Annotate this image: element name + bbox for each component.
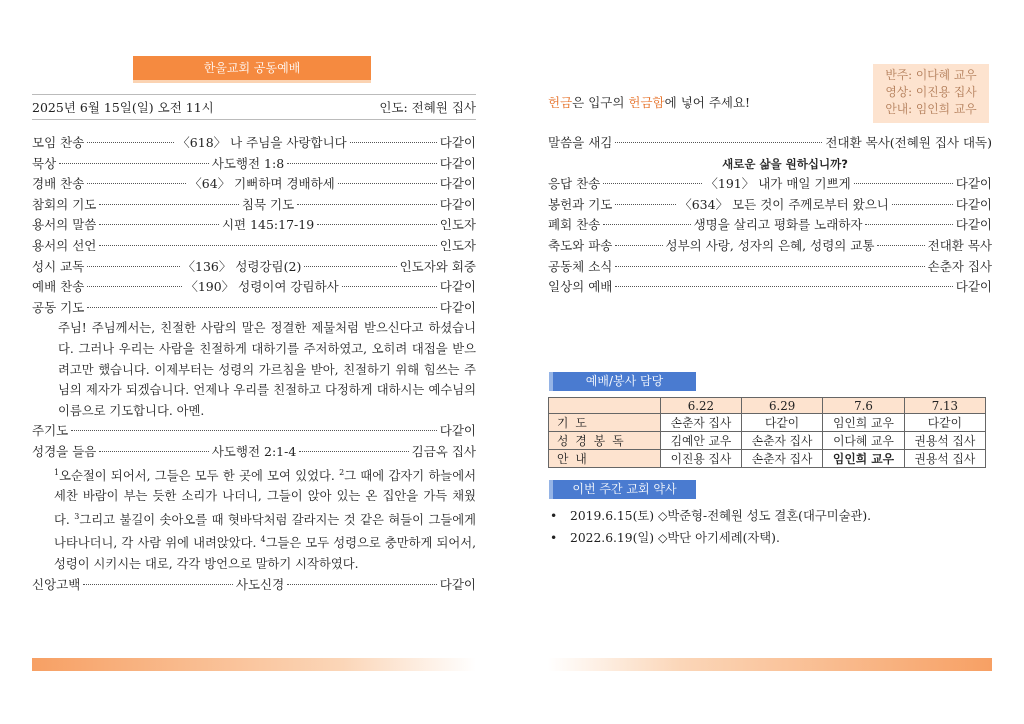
service-date: 2025년 6월 15일(일) 오전 11시 [32, 100, 214, 115]
duty-cell: 이진용 집사 [660, 450, 741, 468]
sermon-item: 말씀을 새김 전대환 목사(전혜원 집사 대독) [548, 135, 992, 150]
duty-cell: 손춘자 집사 [742, 450, 823, 468]
duty-cell: 다같이 [742, 414, 823, 432]
order-item: 예배 찬송 〈190〉 성령이여 강림하사 다같이 [32, 279, 477, 295]
duty-row [549, 450, 986, 468]
order-item: 용서의 말씀 시편 145:17-19 인도자 [32, 217, 477, 233]
duty-row [549, 414, 986, 432]
duty-cell: 권용석 집사 [904, 450, 985, 468]
creed-item: 신앙고백 사도신경 다같이 [32, 576, 477, 592]
duty-cell: 손춘자 집사 [660, 414, 741, 432]
order-item: 묵상 사도행전 1:8 다같이 [32, 155, 477, 171]
duty-section-title: 예배/봉사 담당 [549, 372, 696, 391]
order-of-worship-right [548, 133, 992, 298]
order-item: 축도와 파송 성부의 사랑, 성자의 은혜, 성령의 교통 전대환 목사 [548, 237, 993, 253]
order-item: 참회의 기도 침묵 기도 다같이 [32, 196, 476, 212]
duty-cell: 이다혜 교우 [823, 432, 905, 450]
duty-date: 6.22 [660, 398, 741, 414]
order-item: 응답 찬송 〈191〉 내가 매일 기쁘게 다같이 [548, 176, 993, 192]
service-header [32, 94, 476, 120]
news-item: • 2019.6.15(토) ◇박준형-전혜원 성도 결혼(대구미술관). [548, 505, 871, 527]
role-video: 영상: 이진용 집사 [885, 85, 977, 99]
news-section-title: 이번 주간 교회 약사 [549, 480, 696, 499]
duty-cell: 김예안 교우 [660, 432, 741, 450]
order-item: 일상의 예배 다같이 [548, 279, 992, 295]
order-item: 폐회 찬송 생명을 살리고 평화를 노래하자 다같이 [548, 217, 993, 233]
service-leader: 인도: 전혜원 집사 [379, 100, 476, 115]
order-item: 모임 찬송 〈618〉 나 주님을 사랑합니다 다같이 [32, 135, 477, 150]
duty-date: 7.13 [904, 398, 985, 414]
duty-role: 안내 [549, 450, 661, 468]
scripture-text: $^1$오순절이 되어서, 그들은 모두 한 곳에 모여 있었다. $^2$그 때에 갑자기 하늘에서 세찬 바람이 부는 듯한 소리가 나더니, 그들이 앉아 있는 온 집안을 가득 채웠다. $^3$그리고 불길이 솟아오를 때 혓바닥처럼 갈라지는 것 같은 혀들이 그들에게 나타나더니, 각 사람 위에 내려앉았다. $^4$그들은 모두 성령으로 충만하게 되어서, 성령이 시키시는 대로, 각각 방언으로 말하기 시작하였다. [54, 467, 476, 572]
offering-notice: 헌금은 입구의 헌금함에 넣어 주세요! [548, 95, 751, 110]
order-item: 공동체 소식 손춘자 집사 [548, 258, 992, 274]
order-of-worship-left [32, 133, 476, 595]
footer-bar-left [32, 658, 476, 671]
role-usher: 안내: 임인희 교우 [885, 102, 977, 116]
lords-prayer-item: 주기도 다같이 [32, 423, 476, 439]
news-item: • 2022.6.19(일) ◇박단 아기세례(자택). [548, 527, 871, 549]
common-prayer-text: 주님! 주님께서는, 친절한 사람의 말은 정결한 제물처럼 받으신다고 하셨습니다. 그러나 우리는 사람을 친절하게 대하기를 주저하였고, 오히려 대접을 받으려고만 했습니다. 이제부터는 성령의 가르침을 받아, 친절하기 위해 힘쓰는 주님의 제자가 되겠습니다. 언제나 우리를 친절하고 다정하게 대하시는 예수님의 이름으로 기도합니다. 아멘. [58, 321, 476, 418]
news-list [548, 505, 871, 549]
service-roles [873, 64, 989, 123]
order-item: 성시 교독 〈136〉 성령강림(2) 인도자와 회중 [32, 258, 476, 274]
duty-role: 성경봉독 [549, 432, 661, 450]
order-item: 공동 기도 다같이 [32, 299, 476, 315]
duty-date: 6.29 [742, 398, 823, 414]
order-item: 경배 찬송 〈64〉 기뻐하며 경배하세 다같이 [32, 176, 476, 192]
duty-role: 기도 [549, 414, 661, 432]
service-title: 한울교회 공동예배 [133, 56, 371, 83]
scripture-item: 성경을 들음 사도행전 2:1-4 김금옥 집사 [32, 443, 477, 459]
duty-cell: 임인희 교우 [823, 414, 905, 432]
order-item: 봉헌과 기도 〈634〉 모든 것이 주께로부터 왔으니 다같이 [548, 196, 992, 212]
duty-cell: 권용석 집사 [904, 432, 985, 450]
sermon-title: 새로운 삶을 원하십니까? [722, 156, 848, 171]
duty-table [548, 397, 986, 468]
duty-row [549, 432, 986, 450]
order-item: 용서의 선언 인도자 [32, 237, 476, 253]
role-accompanist: 반주: 이다혜 교우 [885, 68, 977, 82]
duty-header-row [549, 398, 986, 414]
duty-cell: 손춘자 집사 [742, 432, 823, 450]
duty-cell: 임인희 교우 [823, 450, 905, 468]
footer-bar-right [548, 658, 992, 671]
duty-cell: 다같이 [904, 414, 985, 432]
duty-date: 7.6 [823, 398, 905, 414]
